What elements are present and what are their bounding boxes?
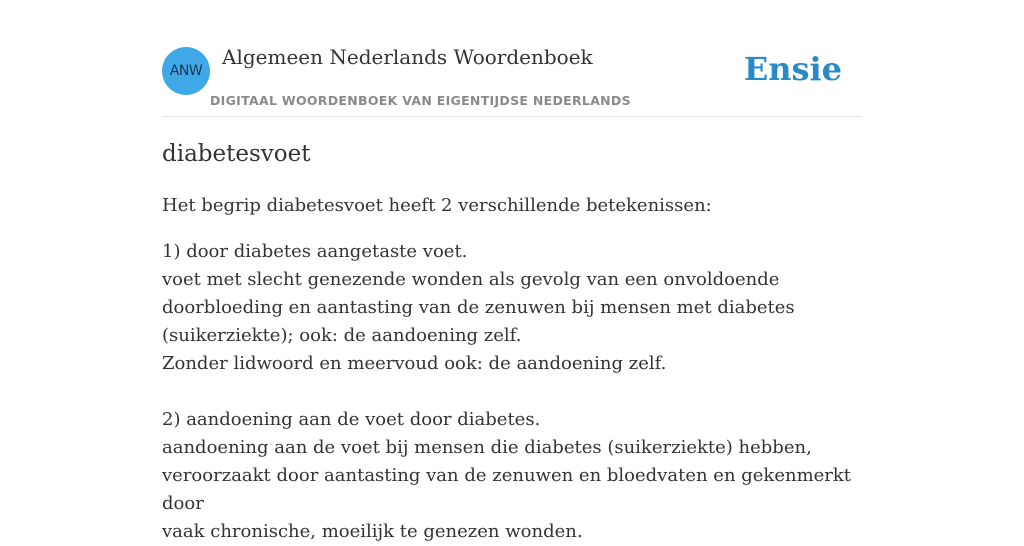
meaning-line: voet met slecht genezende wonden als gevolg van een onvoldoende: [162, 269, 780, 290]
meaning-line: aandoening aan de voet bij mensen die diabetes (suikerziekte) hebben,: [162, 437, 812, 458]
meaning-1: [162, 238, 862, 378]
ensie-brand-link[interactable]: Ensie: [743, 50, 842, 88]
entry-word: diabetesvoet: [162, 141, 311, 167]
meaning-line: (suikerziekte); ook: de aandoening zelf.: [162, 325, 522, 346]
entry-intro: Het begrip diabetesvoet heeft 2 verschillende betekenissen:: [162, 195, 712, 216]
anw-logo[interactable]: ANW: [162, 47, 210, 95]
site-subtitle: DIGITAAL WOORDENBOEK VAN EIGENTIJDSE NEDERLANDS: [210, 93, 631, 108]
meaning-2: [162, 406, 862, 546]
meaning-line: Zonder lidwoord en meervoud ook: de aandoening zelf.: [162, 353, 667, 374]
meaning-line: veroorzaakt door aantasting van de zenuwen en bloedvaten en gekenmerkt door: [162, 465, 852, 514]
site-title[interactable]: Algemeen Nederlands Woordenboek: [222, 45, 593, 69]
meaning-heading: 2) aandoening aan de voet door diabetes.: [162, 409, 541, 430]
meaning-line: doorbloeding en aantasting van de zenuwen bij mensen met diabetes: [162, 297, 795, 318]
entry-content: [162, 138, 862, 546]
meaning-heading: 1) door diabetes aangetaste voet.: [162, 241, 468, 262]
meaning-line: vaak chronische, moeilijk te genezen wonden.: [162, 521, 583, 542]
site-header: [162, 0, 862, 117]
